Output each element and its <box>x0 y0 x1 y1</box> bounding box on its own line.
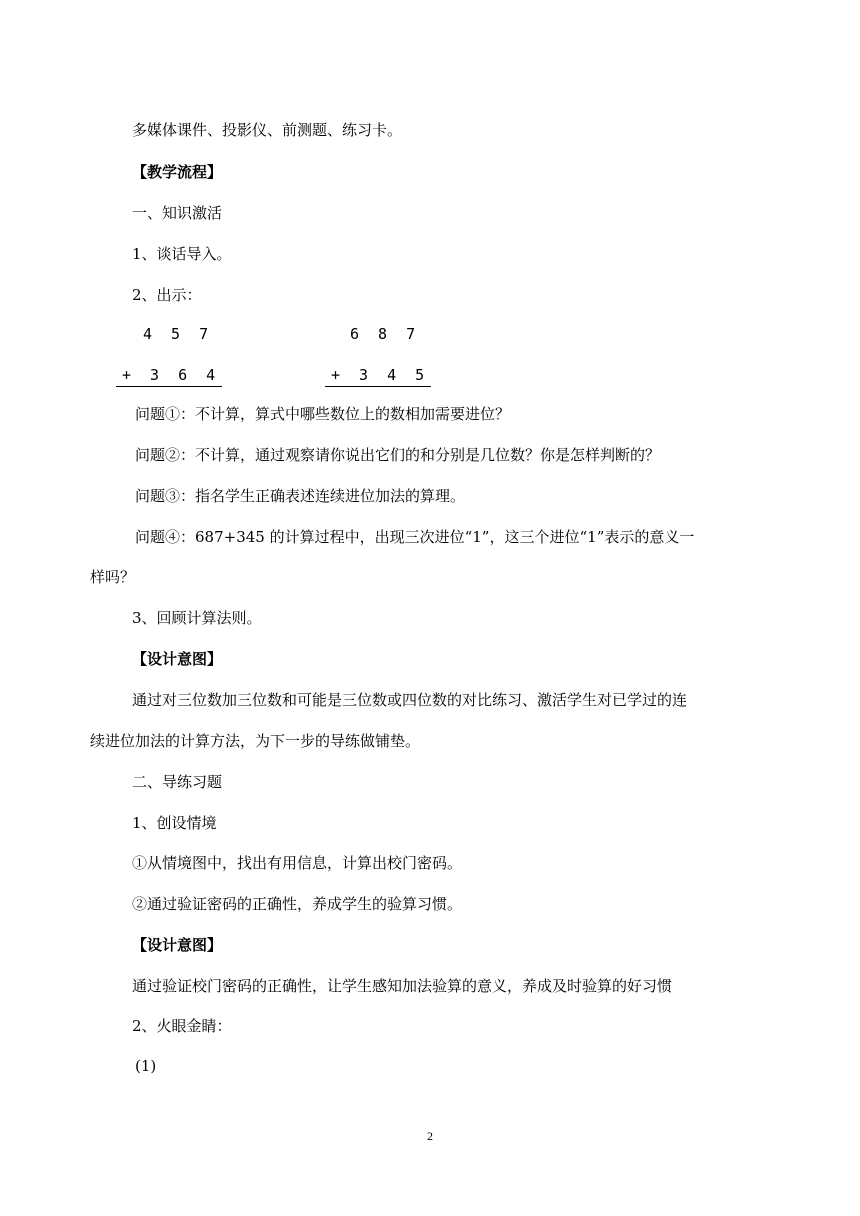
materials-text: 多媒体课件、投影仪、前测题、练习卡。 <box>132 121 403 139</box>
section-knowledge-activation-title: 一、知识激活 <box>132 204 223 222</box>
question-1: 问题①：不计算，算式中哪些数位上的数相加需要进位？ <box>135 405 511 423</box>
heading-design-intent-2: 【设计意图】 <box>132 936 223 954</box>
equation2-bottom-row <box>325 365 431 387</box>
design-intent-1-line-2: 续进位加法的计算方法，为下一步的导练做铺垫。 <box>90 732 421 750</box>
equation1-top-number: 4 5 7 <box>143 325 214 343</box>
step-conversation-intro: 1、谈话导入。 <box>132 245 232 263</box>
design-intent-1-line-1: 通过对三位数加三位数和可能是三位数或四位数的对比练习、激活学生对已学过的连 <box>132 691 688 709</box>
sub-item-find-password: ①从情境图中，找出有用信息，计算出校门密码。 <box>132 854 463 872</box>
heading-design-intent-1: 【设计意图】 <box>132 650 223 668</box>
sub-item-verify-password: ②通过验证密码的正确性，养成学生的验算习惯。 <box>132 895 463 913</box>
sub-item-1: (1) <box>135 1057 157 1075</box>
question-4-line-1: 问题④：687+345 的计算过程中，出现三次进位“1”，这三个进位“1”表示的意义一 <box>135 528 695 546</box>
equation2-bottom-number: + 3 4 5 <box>325 365 431 387</box>
question-2: 问题②：不计算，通过观察请你说出它们的和分别是几位数？你是怎样判断的？ <box>135 446 661 464</box>
page-number: 2 <box>427 1129 433 1143</box>
sub-sharp-eyes: 2、火眼金睛： <box>132 1017 232 1035</box>
question-3: 问题③：指名学生正确表述连续进位加法的算理。 <box>135 487 466 505</box>
equation1-bottom-row <box>116 365 222 387</box>
question-4-line-2: 样吗？ <box>90 568 136 586</box>
equation1-bottom-number: + 3 6 4 <box>116 365 222 387</box>
step-review-rules: 3、回顾计算法则。 <box>132 609 262 627</box>
section-guided-practice-title: 二、导练习题 <box>132 773 223 791</box>
design-intent-2-line-1: 通过验证校门密码的正确性，让学生感知加法验算的意义，养成及时验算的好习惯 <box>132 977 673 995</box>
sub-create-situation: 1、创设情境 <box>132 814 217 832</box>
equation2-top-number: 6 8 7 <box>350 325 421 343</box>
heading-teaching-flow: 【教学流程】 <box>132 163 223 181</box>
step-show: 2、出示： <box>132 286 202 304</box>
